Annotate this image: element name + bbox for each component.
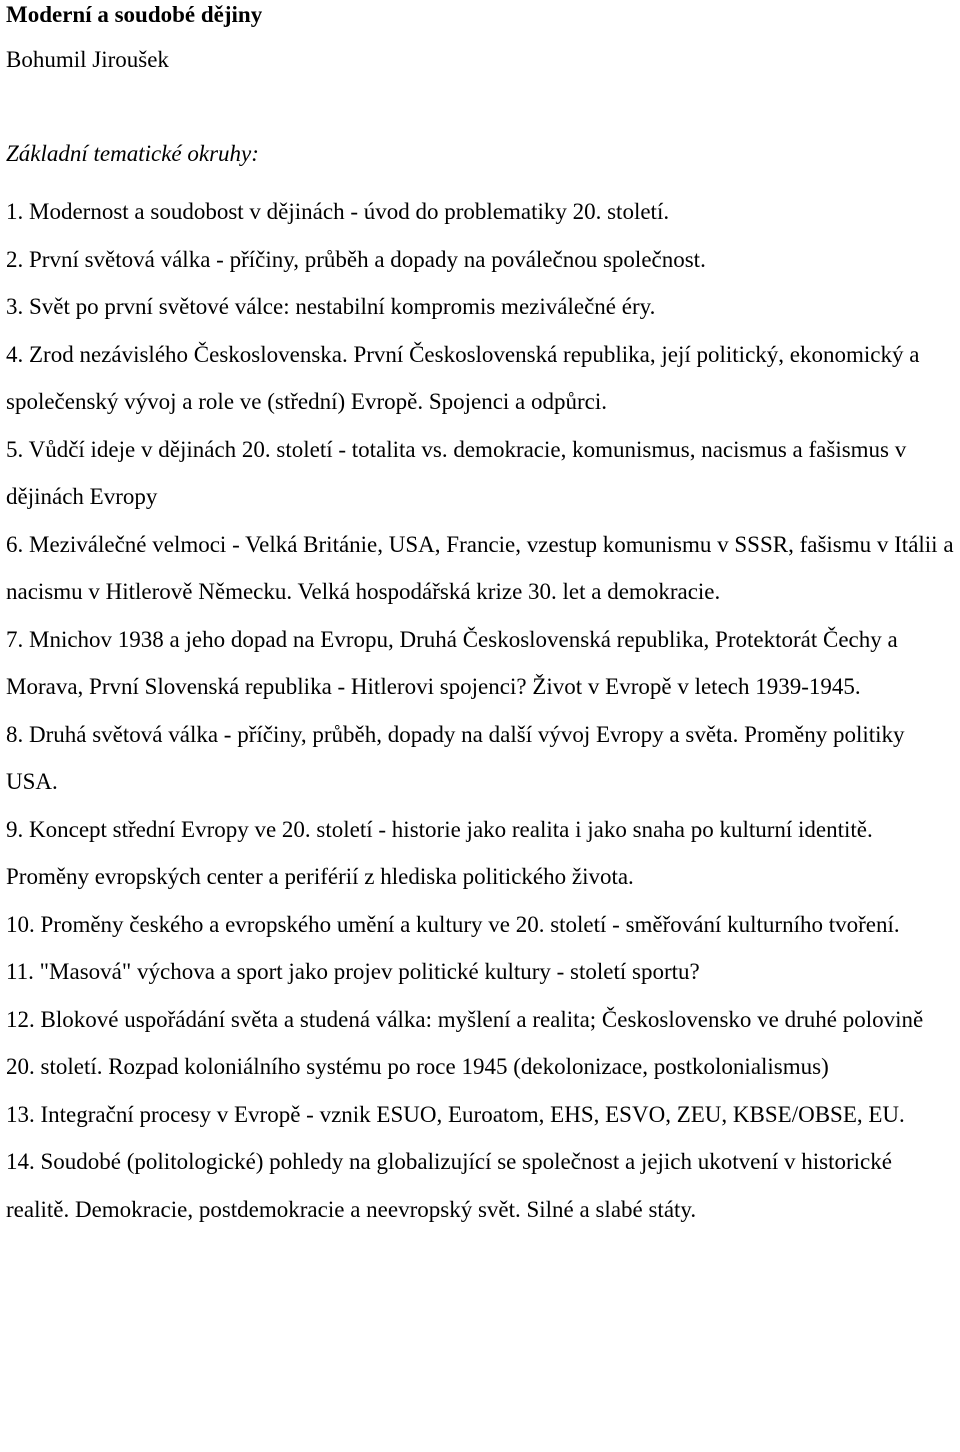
topic-item: 12. Blokové uspořádání světa a studená válka: myšlení a realita; Československo ve druhé polovině 20. století. Rozpad koloniálního systému po roce 1945 (dekolonizace, postkolonialismus) — [6, 1006, 924, 1079]
topic-list — [6, 188, 956, 1233]
topic-item: 5. Vůdčí ideje v dějinách 20. století - totalita vs. demokracie, komunismus, nacismus a fašismus v dějinách Evropy — [6, 436, 907, 509]
document-page — [6, 0, 956, 1233]
topic-item: 1. Modernost a soudobost v dějinách - úvod do problematiky 20. století. — [6, 199, 670, 224]
topic-item: 14. Soudobé (politologické) pohledy na globalizující se společnost a jejich ukotvení v historické realitě. Demokracie, postdemokracie a neevropský svět. Silné a slabé státy. — [6, 1149, 892, 1222]
section-heading: Základní tematické okruhy: — [6, 141, 259, 166]
topic-item: 2. První světová válka - příčiny, průběh a dopady na poválečnou společnost. — [6, 246, 706, 272]
topic-item: 7. Mnichov 1938 a jeho dopad na Evropu, Druhá Československá republika, Protektorát Čechy a Morava, První Slovenská republika - Hitlerovi spojenci? Život v Evropě v letech 1939-1945. — [6, 626, 898, 699]
topic-item: 13. Integrační procesy v Evropě - vznik ESUO, Euroatom, EHS, ESVO, ZEU, KBSE/OBSE, EU. — [6, 1101, 905, 1127]
topic-item: 9. Koncept střední Evropy ve 20. století - historie jako realita i jako snaha po kulturní identitě. Proměny evropských center a periférií z hlediska politického života. — [6, 816, 873, 889]
topic-item: 11. "Masová" výchova a sport jako projev politické kultury - století sportu? — [6, 959, 700, 984]
topic-item: 6. Meziválečné velmoci - Velká Británie, USA, Francie, vzestup komunismu v SSSR, fašismu v Itálii a nacismu v Hitlerově Německu. Velká hospodářská krize 30. let a demokracie. — [6, 531, 954, 604]
topic-item: 3. Svět po první světové válce: nestabilní kompromis meziválečné éry. — [6, 294, 656, 319]
topic-item: 8. Druhá světová válka - příčiny, průběh, dopady na další vývoj Evropy a světa. Proměny politiky USA. — [6, 721, 905, 794]
topic-item: 10. Proměny českého a evropského umění a kultury ve 20. století - směřování kulturního tvoření. — [6, 911, 900, 937]
topic-item: 4. Zrod nezávislého Československa. První Československá republika, její politický, ekonomický a společenský vývoj a role ve (střední) Evropě. Spojenci a odpůrci. — [6, 341, 920, 414]
document-title: Moderní a soudobé dějiny — [6, 2, 263, 27]
document-author: Bohumil Jiroušek — [6, 47, 169, 72]
